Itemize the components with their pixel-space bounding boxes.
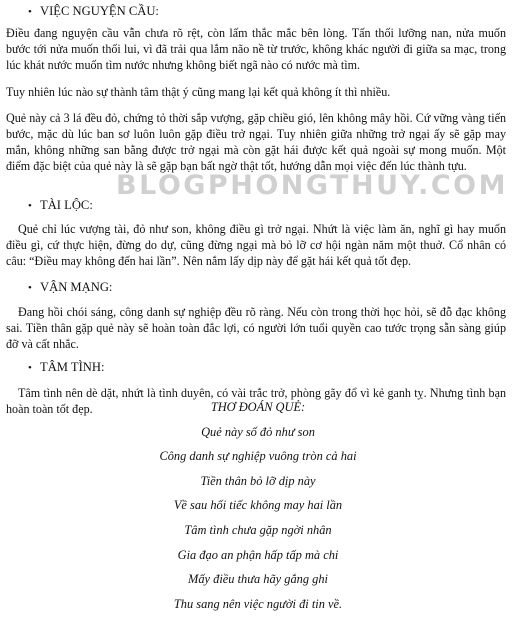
poem-line: Về sau hối tiếc không may hai lần xyxy=(173,498,343,513)
poem-line: Công danh sự nghiệp vuông tròn cả hai xyxy=(159,449,357,464)
poem-line: Tiền thân bỏ lỡ dịp này xyxy=(200,473,316,488)
poem-line: Mấy điều thưa hãy gắng ghi xyxy=(188,572,328,587)
section-heading-tai-loc: • TÀI LỘC: xyxy=(28,198,93,212)
poem-line: Gia đạo an phận hấp tấp mà chi xyxy=(177,547,339,562)
section-heading-van-mang: • VẬN MẠNG: xyxy=(28,280,113,294)
paragraph: Tâm tình nên dè dặt, nhứt là tình duyên, có vài trắc trở, phòng gãy đổ vì kẻ ganh tỵ. Nhưng tình bạn hoàn toàn tốt đẹp. xyxy=(6,386,506,416)
bullet-icon: • xyxy=(28,282,32,294)
poem-line: Tâm tình chưa gặp ngời nhân xyxy=(184,522,332,537)
poem-line: Thu sang nên việc người đi tin về. xyxy=(173,596,343,611)
paragraph: Quẻ chỉ lúc vượng tài, đỏ như son, không điều gì trở ngại. Nhứt là việc làm ăn, nghĩ gì hay muốn điều gì, cứ thực hiện, đừng do dự, cũng đừng ngại mà bỏ lỡ cơ hội ngàn năm một thuở. Cổ nhân có câu: “Điều may không đến hai lần”. Nên nắm lấy dịp này để gặt hái kết quả tốt đẹp. xyxy=(6,222,506,268)
paragraph: Điều đang nguyện cầu vẫn chưa rõ rệt, còn lấm thắc mắc bên lòng. Tấn thối lưỡng nan, nửa muốn bước tới nửa muốn thối lui, vì đã trải qua lắm não nề từ trước, không khác người đi giữa sa mạc, trong lúc khát nước muốn tìm nước nhưng không biết ngã nào có nước mà tìm. xyxy=(6,26,506,72)
bullet-icon: • xyxy=(28,6,32,18)
paragraph: Tuy nhiên lúc nào sự thành tâm thật ý cũng mang lại kết quả không ít thì nhiều. xyxy=(6,85,391,99)
paragraph: Quẻ này cả 3 lá đều đỏ, chứng tỏ thời sắp vượng, gặp chiều gió, lên không mây hồi. Cứ vững vàng tiến bước, mặc dù lúc ban sơ luôn luôn gặp điều trở ngại. Tuy nhiên giữa những trở ngại ấy sẽ gặp may mắn, không những san bằng được trở ngại mà còn gặt hái được kết quả ngoài sự mong muốn. Một điểm đặc biệt của quẻ này là sẽ gặp bạn bất ngờ thật tốt, hướng dẫn mọi việc đến lúc thành tựu. xyxy=(6,111,506,173)
poem-title: THƠ ĐOÁN QUẺ: xyxy=(210,400,306,414)
section-heading-nguyen-cau: • VIỆC NGUYỆN CẦU: xyxy=(28,4,159,18)
bullet-icon: • xyxy=(28,200,32,212)
poem-line: Quẻ này số đỏ như son xyxy=(201,424,315,439)
poem xyxy=(0,395,516,616)
watermark: BLOGPHONGTHUY.COM xyxy=(116,170,508,201)
section-heading-tam-tinh: • TÂM TÌNH: xyxy=(28,360,105,374)
bullet-icon: • xyxy=(28,362,32,374)
paragraph: Đang hồi chói sáng, công danh sự nghiệp đều rõ ràng. Nếu còn trong thời học hỏi, sẽ đỗ đạc không sai. Tiền thân gặp quẻ này sẽ hoàn toàn đắc lợi, có người lớn tuổi quyền cao tước trọng sẵn sàng giúp đỡ và cất nhắc. xyxy=(6,305,506,351)
